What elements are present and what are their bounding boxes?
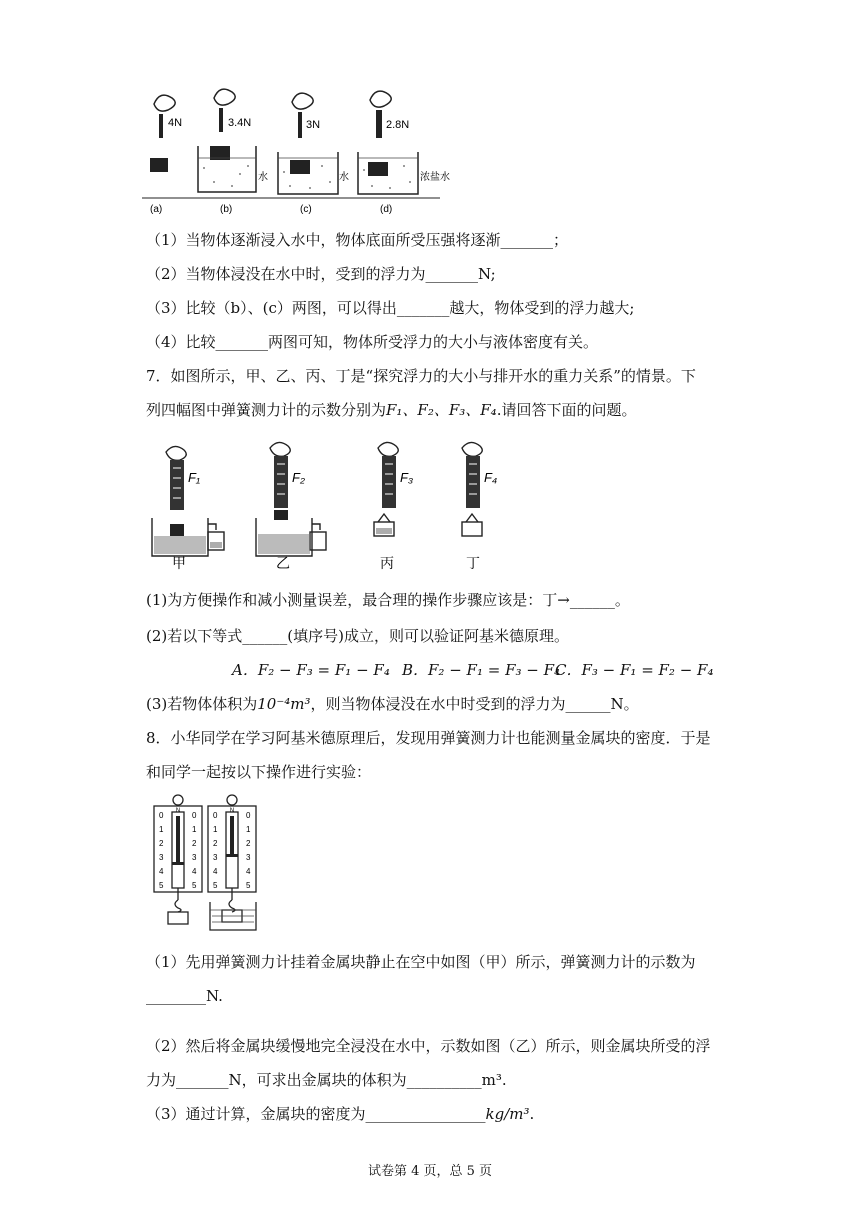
svg-text:1: 1 xyxy=(213,825,218,834)
q6-part1: （1）当物体逐渐浸入水中，物体底面所受压强将逐渐_______； xyxy=(146,231,569,249)
svg-text:N: N xyxy=(175,808,181,814)
q8-stem-line2: 和同学一起按以下操作进行实验： xyxy=(146,763,372,781)
q8-part3: （3）通过计算，金属块的密度为________________kg/m³. xyxy=(146,1105,535,1123)
svg-text:3: 3 xyxy=(159,853,164,862)
q7-part3: (3)若物体体积为10⁻⁴m³，则当物体浸没在水中时受到的浮力为______N。 xyxy=(146,695,639,713)
svg-text:5: 5 xyxy=(159,881,164,890)
caption-b: (b) xyxy=(220,204,233,215)
caption-d: (d) xyxy=(380,204,393,215)
reading-d: 2.8N xyxy=(386,119,410,131)
svg-text:4: 4 xyxy=(159,867,164,876)
q7-stem-line2: 列四幅图中弹簧测力计的示数分别为F₁、F₂、F₃、F₄.请回答下面的问题。 xyxy=(146,401,637,419)
page-footer: 试卷第 4 页，总 5 页 xyxy=(367,1164,493,1179)
svg-text:2: 2 xyxy=(192,839,197,848)
caption-ding: 丁 xyxy=(466,555,480,570)
label-f3: F₃ xyxy=(400,470,414,485)
q7-part2: (2)若以下等式______(填序号)成立，则可以验证阿基米德原理。 xyxy=(146,627,569,645)
svg-text:5: 5 xyxy=(192,881,197,890)
svg-text:2: 2 xyxy=(159,839,164,848)
q7-option-b: B．F₂ − F₁ = F₃ − F₄ xyxy=(402,661,561,679)
caption-a: (a) xyxy=(150,204,163,215)
svg-text:2: 2 xyxy=(213,839,218,848)
q7-volume: 10⁻⁴m³ xyxy=(257,695,311,713)
q8-part2-line1: （2）然后将金属块缓慢地完全浸没在水中，示数如图（乙）所示，则金属块所受的浮 xyxy=(146,1037,711,1055)
svg-text:4: 4 xyxy=(192,867,197,876)
svg-text:0: 0 xyxy=(159,811,164,820)
q8-stem-line1: 8．小华同学在学习阿基米德原理后，发现用弹簧测力计也能测量金属块的密度．于是 xyxy=(146,729,711,747)
q7-force-vars: F₁、F₂、F₃、F₄ xyxy=(386,401,497,419)
q8-part2-line2: 力为_______N，可求出金属块的体积为__________m³. xyxy=(146,1071,507,1089)
q7-option-a: A．F₂ − F₃ = F₁ − F₄ xyxy=(232,661,390,679)
svg-text:3: 3 xyxy=(213,853,218,862)
svg-text:1: 1 xyxy=(192,825,197,834)
reading-c: 3N xyxy=(306,119,321,131)
svg-text:2: 2 xyxy=(246,839,251,848)
svg-text:5: 5 xyxy=(246,881,251,890)
label-f4: F₄ xyxy=(484,470,498,485)
liquid-label-d: 浓盐水 xyxy=(420,172,450,183)
figure-archimedes-steps xyxy=(144,438,544,570)
density-unit: kg/m³ xyxy=(485,1105,530,1123)
q6-part3: （3）比较（b）、(c）两图，可以得出_______越大，物体受到的浮力越大; xyxy=(146,299,635,317)
figure-spring-scales xyxy=(150,792,270,932)
svg-text:0: 0 xyxy=(213,811,218,820)
q6-part4: （4）比较_______两图可知，物体所受浮力的大小与液体密度有关。 xyxy=(146,333,599,351)
liquid-label-c: 水 xyxy=(339,172,349,183)
q7-stem-line1: 7．如图所示，甲、乙、丙、丁是“探究浮力的大小与排开水的重力关系”的情景。下 xyxy=(146,367,696,385)
svg-text:4: 4 xyxy=(213,867,218,876)
svg-text:4: 4 xyxy=(246,867,251,876)
svg-text:3: 3 xyxy=(246,853,251,862)
figure-buoyancy-weighings xyxy=(140,82,470,216)
svg-text:N: N xyxy=(229,808,235,814)
q7-part1: (1)为方便操作和减小测量误差，最合理的操作步骤应该是：丁→______。 xyxy=(146,591,630,609)
q8-part1-line2: ________N. xyxy=(146,987,223,1005)
liquid-label-b: 水 xyxy=(258,172,268,183)
svg-text:3: 3 xyxy=(192,853,197,862)
q7-option-c: C．F₃ − F₁ = F₂ − F₄ xyxy=(555,661,714,679)
svg-text:1: 1 xyxy=(246,825,251,834)
caption-bing: 丙 xyxy=(380,555,394,570)
label-f1: F₁ xyxy=(188,470,201,485)
q8-part1-line1: （1）先用弹簧测力计挂着金属块静止在空中如图（甲）所示，弹簧测力计的示数为 xyxy=(146,953,696,971)
reading-a: 4N xyxy=(168,117,183,129)
svg-text:5: 5 xyxy=(213,881,218,890)
q6-part2: （2）当物体浸没在水中时，受到的浮力为_______N; xyxy=(146,265,496,283)
reading-b: 3.4N xyxy=(228,117,252,129)
svg-text:1: 1 xyxy=(159,825,164,834)
caption-c: (c) xyxy=(300,204,312,215)
svg-text:0: 0 xyxy=(192,811,197,820)
label-f2: F₂ xyxy=(292,470,305,485)
caption-jia: 甲 xyxy=(172,555,186,570)
caption-yi: 乙 xyxy=(276,555,290,570)
svg-text:0: 0 xyxy=(246,811,251,820)
